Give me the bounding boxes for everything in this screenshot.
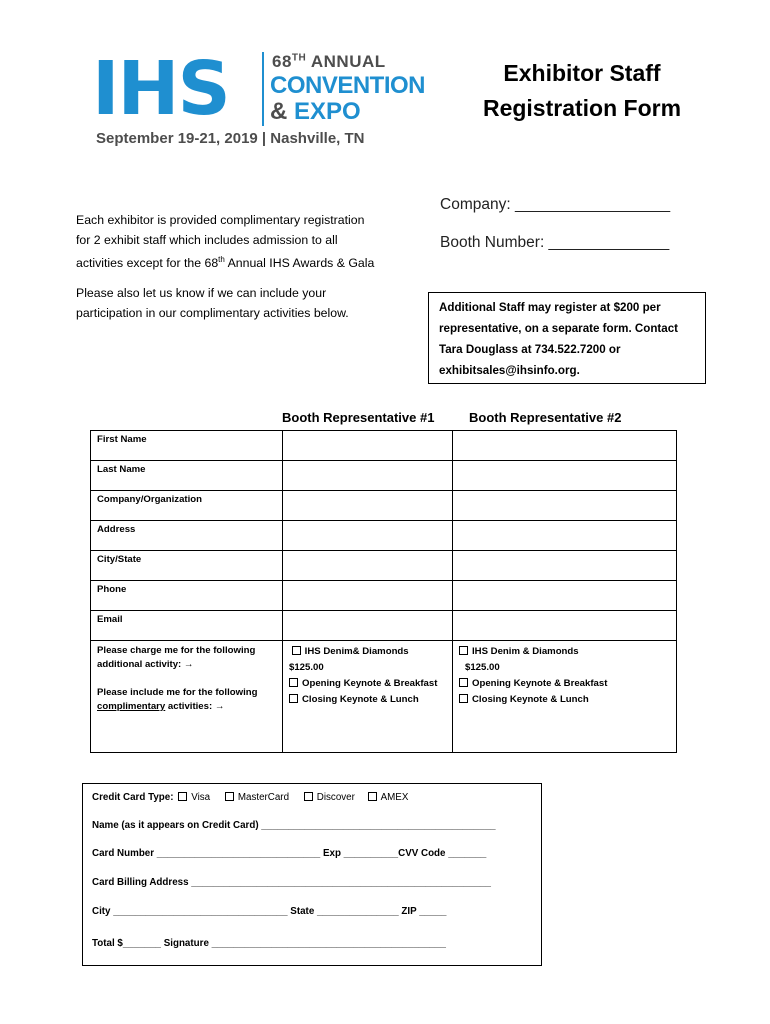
checkbox-icon[interactable] <box>368 792 377 801</box>
checkbox-icon[interactable] <box>178 792 187 801</box>
logo-date: September 19-21, 2019 | Nashville, TN <box>96 130 365 147</box>
field-label: Address <box>91 521 283 551</box>
rep-1-denim-option[interactable]: IHS Denim& Diamonds <box>289 645 446 659</box>
title-line-1: Exhibitor Staff <box>503 60 661 86</box>
checkbox-icon[interactable] <box>304 792 313 801</box>
logo-letters: IHS <box>92 46 229 132</box>
mastercard-option[interactable]: MasterCard <box>237 792 290 803</box>
intro2-line-2: participation in our complimentary activities below. <box>76 306 349 320</box>
checkbox-icon[interactable] <box>289 678 298 687</box>
logo-expo: & EXPO <box>270 98 361 125</box>
table-row <box>91 611 677 641</box>
rep-1-last-name[interactable] <box>283 461 453 491</box>
rep-2-first-name[interactable] <box>453 431 677 461</box>
rep-2-last-name[interactable] <box>453 461 677 491</box>
rep-1-city-state[interactable] <box>283 551 453 581</box>
rep-2-activities <box>453 641 677 753</box>
include-label: Please include me for the following complimentary activities: → <box>97 687 258 712</box>
intro2-line-1: Please also let us know if we can include your <box>76 286 327 300</box>
rep-2-denim-option[interactable]: IHS Denim & Diamonds <box>459 645 670 659</box>
table-row <box>91 551 677 581</box>
field-label: Last Name <box>91 461 283 491</box>
intro-text <box>76 210 406 273</box>
rep-1-activities <box>283 641 453 753</box>
rep-1-address[interactable] <box>283 521 453 551</box>
rep-2-denim-price: $125.00 <box>465 662 500 673</box>
table-row <box>91 581 677 611</box>
rep-1-denim-price: $125.00 <box>289 662 324 673</box>
checkbox-icon[interactable] <box>289 694 298 703</box>
notice-line-3: Tara Douglass at 734.522.7200 or <box>439 343 621 356</box>
table-row <box>91 491 677 521</box>
registration-table <box>90 430 677 753</box>
credit-card-section <box>82 783 542 966</box>
rep-1-header: Booth Representative #1 <box>282 410 435 425</box>
rep-2-phone[interactable] <box>453 581 677 611</box>
rep-2-city-state[interactable] <box>453 551 677 581</box>
visa-option[interactable]: Visa <box>191 792 211 803</box>
ihs-logo <box>92 46 426 158</box>
activity-label <box>91 641 283 753</box>
field-label: Phone <box>91 581 283 611</box>
notice-line-2: representative, on a separate form. Contact <box>439 322 679 335</box>
booth-number-field[interactable]: Booth Number: ______________ <box>440 234 670 251</box>
notice-line-4: exhibitsales@ihsinfo.org. <box>439 364 580 377</box>
rep-1-company[interactable] <box>283 491 453 521</box>
rep-1-closing-option[interactable]: Closing Keynote & Lunch <box>289 691 446 707</box>
checkbox-icon[interactable] <box>225 792 234 801</box>
city-state-zip-field[interactable]: City ________________________________ State _______________ ZIP _____ <box>92 906 447 917</box>
rep-2-company[interactable] <box>453 491 677 521</box>
intro-line-1: Each exhibitor is provided complimentary registration <box>76 213 365 227</box>
rep-2-address[interactable] <box>453 521 677 551</box>
checkbox-icon[interactable] <box>459 694 468 703</box>
discover-option[interactable]: Discover <box>316 792 355 803</box>
card-number-field[interactable]: Card Number ______________________________ Exp __________CVV Code _______ <box>92 848 487 859</box>
rep-1-first-name[interactable] <box>283 431 453 461</box>
card-type-label: Credit Card Type: <box>92 792 174 803</box>
field-label: Company/Organization <box>91 491 283 521</box>
rep-2-header: Booth Representative #2 <box>469 410 622 425</box>
rep-2-email[interactable] <box>453 611 677 641</box>
page-title <box>460 56 704 126</box>
card-type-row <box>92 792 408 803</box>
rep-2-opening-option[interactable]: Opening Keynote & Breakfast <box>459 675 670 691</box>
total-signature-field[interactable]: Total $_______ Signature ___________________________________________ <box>92 938 446 949</box>
notice-line-1: Additional Staff may register at $200 per <box>439 301 661 314</box>
table-row <box>91 461 677 491</box>
charge-label: Please charge me for the following additional activity: → <box>97 645 256 670</box>
rep-1-phone[interactable] <box>283 581 453 611</box>
additional-staff-notice <box>428 292 706 384</box>
field-label: First Name <box>91 431 283 461</box>
activity-row <box>91 641 677 753</box>
company-field[interactable]: Company: __________________ <box>440 196 671 213</box>
title-line-2: Registration Form <box>482 95 682 121</box>
logo-convention: CONVENTION <box>270 72 426 99</box>
field-label: Email <box>91 611 283 641</box>
checkbox-icon[interactable] <box>459 646 468 655</box>
table-row <box>91 521 677 551</box>
rep-1-opening-option[interactable]: Opening Keynote & Breakfast <box>289 675 446 691</box>
field-label: City/State <box>91 551 283 581</box>
amex-option[interactable]: AMEX <box>380 792 409 803</box>
logo-annual: 68TH ANNUAL <box>272 52 386 71</box>
billing-address-field[interactable]: Card Billing Address _______________________________________________________ <box>92 877 491 888</box>
cardholder-name-field[interactable]: Name (as it appears on Credit Card) ___________________________________________ <box>92 820 496 831</box>
intro-line-3: activities except for the 68th Annual IHS Awards & Gala <box>76 255 375 271</box>
rep-1-email[interactable] <box>283 611 453 641</box>
checkbox-icon[interactable] <box>459 678 468 687</box>
checkbox-icon[interactable] <box>292 646 301 655</box>
table-row <box>91 431 677 461</box>
logo-divider <box>262 52 264 126</box>
intro-line-2: for 2 exhibit staff which includes admission to all <box>76 233 338 247</box>
intro-text-2 <box>76 283 406 323</box>
rep-2-closing-option[interactable]: Closing Keynote & Lunch <box>459 691 670 707</box>
